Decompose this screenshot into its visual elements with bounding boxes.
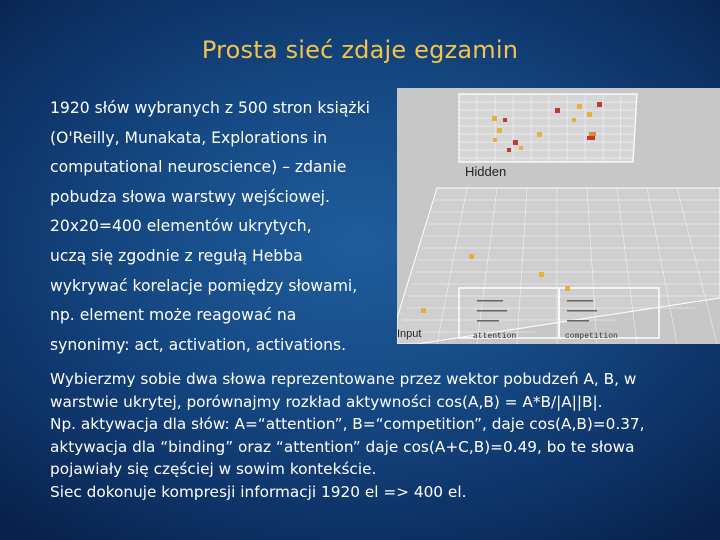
network-diagram — [397, 88, 720, 344]
left-line: synonimy: act, activation, activations. — [50, 335, 347, 354]
bottom-line: Siec dokonuje kompresji informacji 1920 el => 400 el. — [50, 482, 467, 501]
left-line: pobudza słowa warstwy wejściowej. — [50, 187, 330, 206]
bottom-line: Wybierzmy sobie dwa słowa reprezentowane przez wektor pobudzeń A, B, w — [50, 370, 637, 388]
left-line: computational neuroscience) – zdanie — [50, 158, 347, 177]
hidden-layer-label: Hidden — [465, 164, 507, 179]
left-line: 1920 słów wybranych z 500 stron książki — [50, 99, 370, 117]
left-line: wykrywać korelacje pomiędzy słowami, — [50, 276, 358, 295]
hidden-layer-grid — [459, 94, 637, 162]
left-line: (O'Reilly, Munakata, Explorations in — [50, 128, 328, 147]
bottom-description — [50, 368, 700, 504]
word-label-competition: competition — [565, 332, 618, 341]
bottom-line: pojawiały się częściej w sowim kontekście. — [50, 460, 377, 479]
left-description — [50, 94, 380, 360]
bottom-line: Np. aktywacja dla słów: A=“attention”, B=“competition”, daje cos(A,B)=0.37, — [50, 415, 645, 434]
left-line: uczą się zgodnie z regułą Hebba — [50, 246, 303, 265]
bottom-line: warstwie ukrytej, porównajmy rozkład aktywności cos(A,B) = A*B/|A||B|. — [50, 392, 603, 411]
left-line: np. element może reagować na — [50, 306, 297, 325]
slide-title: Prosta sieć zdaje egzamin — [201, 36, 519, 64]
left-line: 20x20=400 elementów ukrytych, — [50, 217, 312, 236]
input-layer-label: Input — [397, 328, 422, 340]
network-figure — [397, 88, 720, 344]
bottom-line: aktywacja dla “binding” oraz “attention” daje cos(A+C,B)=0.49, bo te słowa — [50, 437, 635, 456]
word-label-attention: attention — [473, 332, 517, 341]
